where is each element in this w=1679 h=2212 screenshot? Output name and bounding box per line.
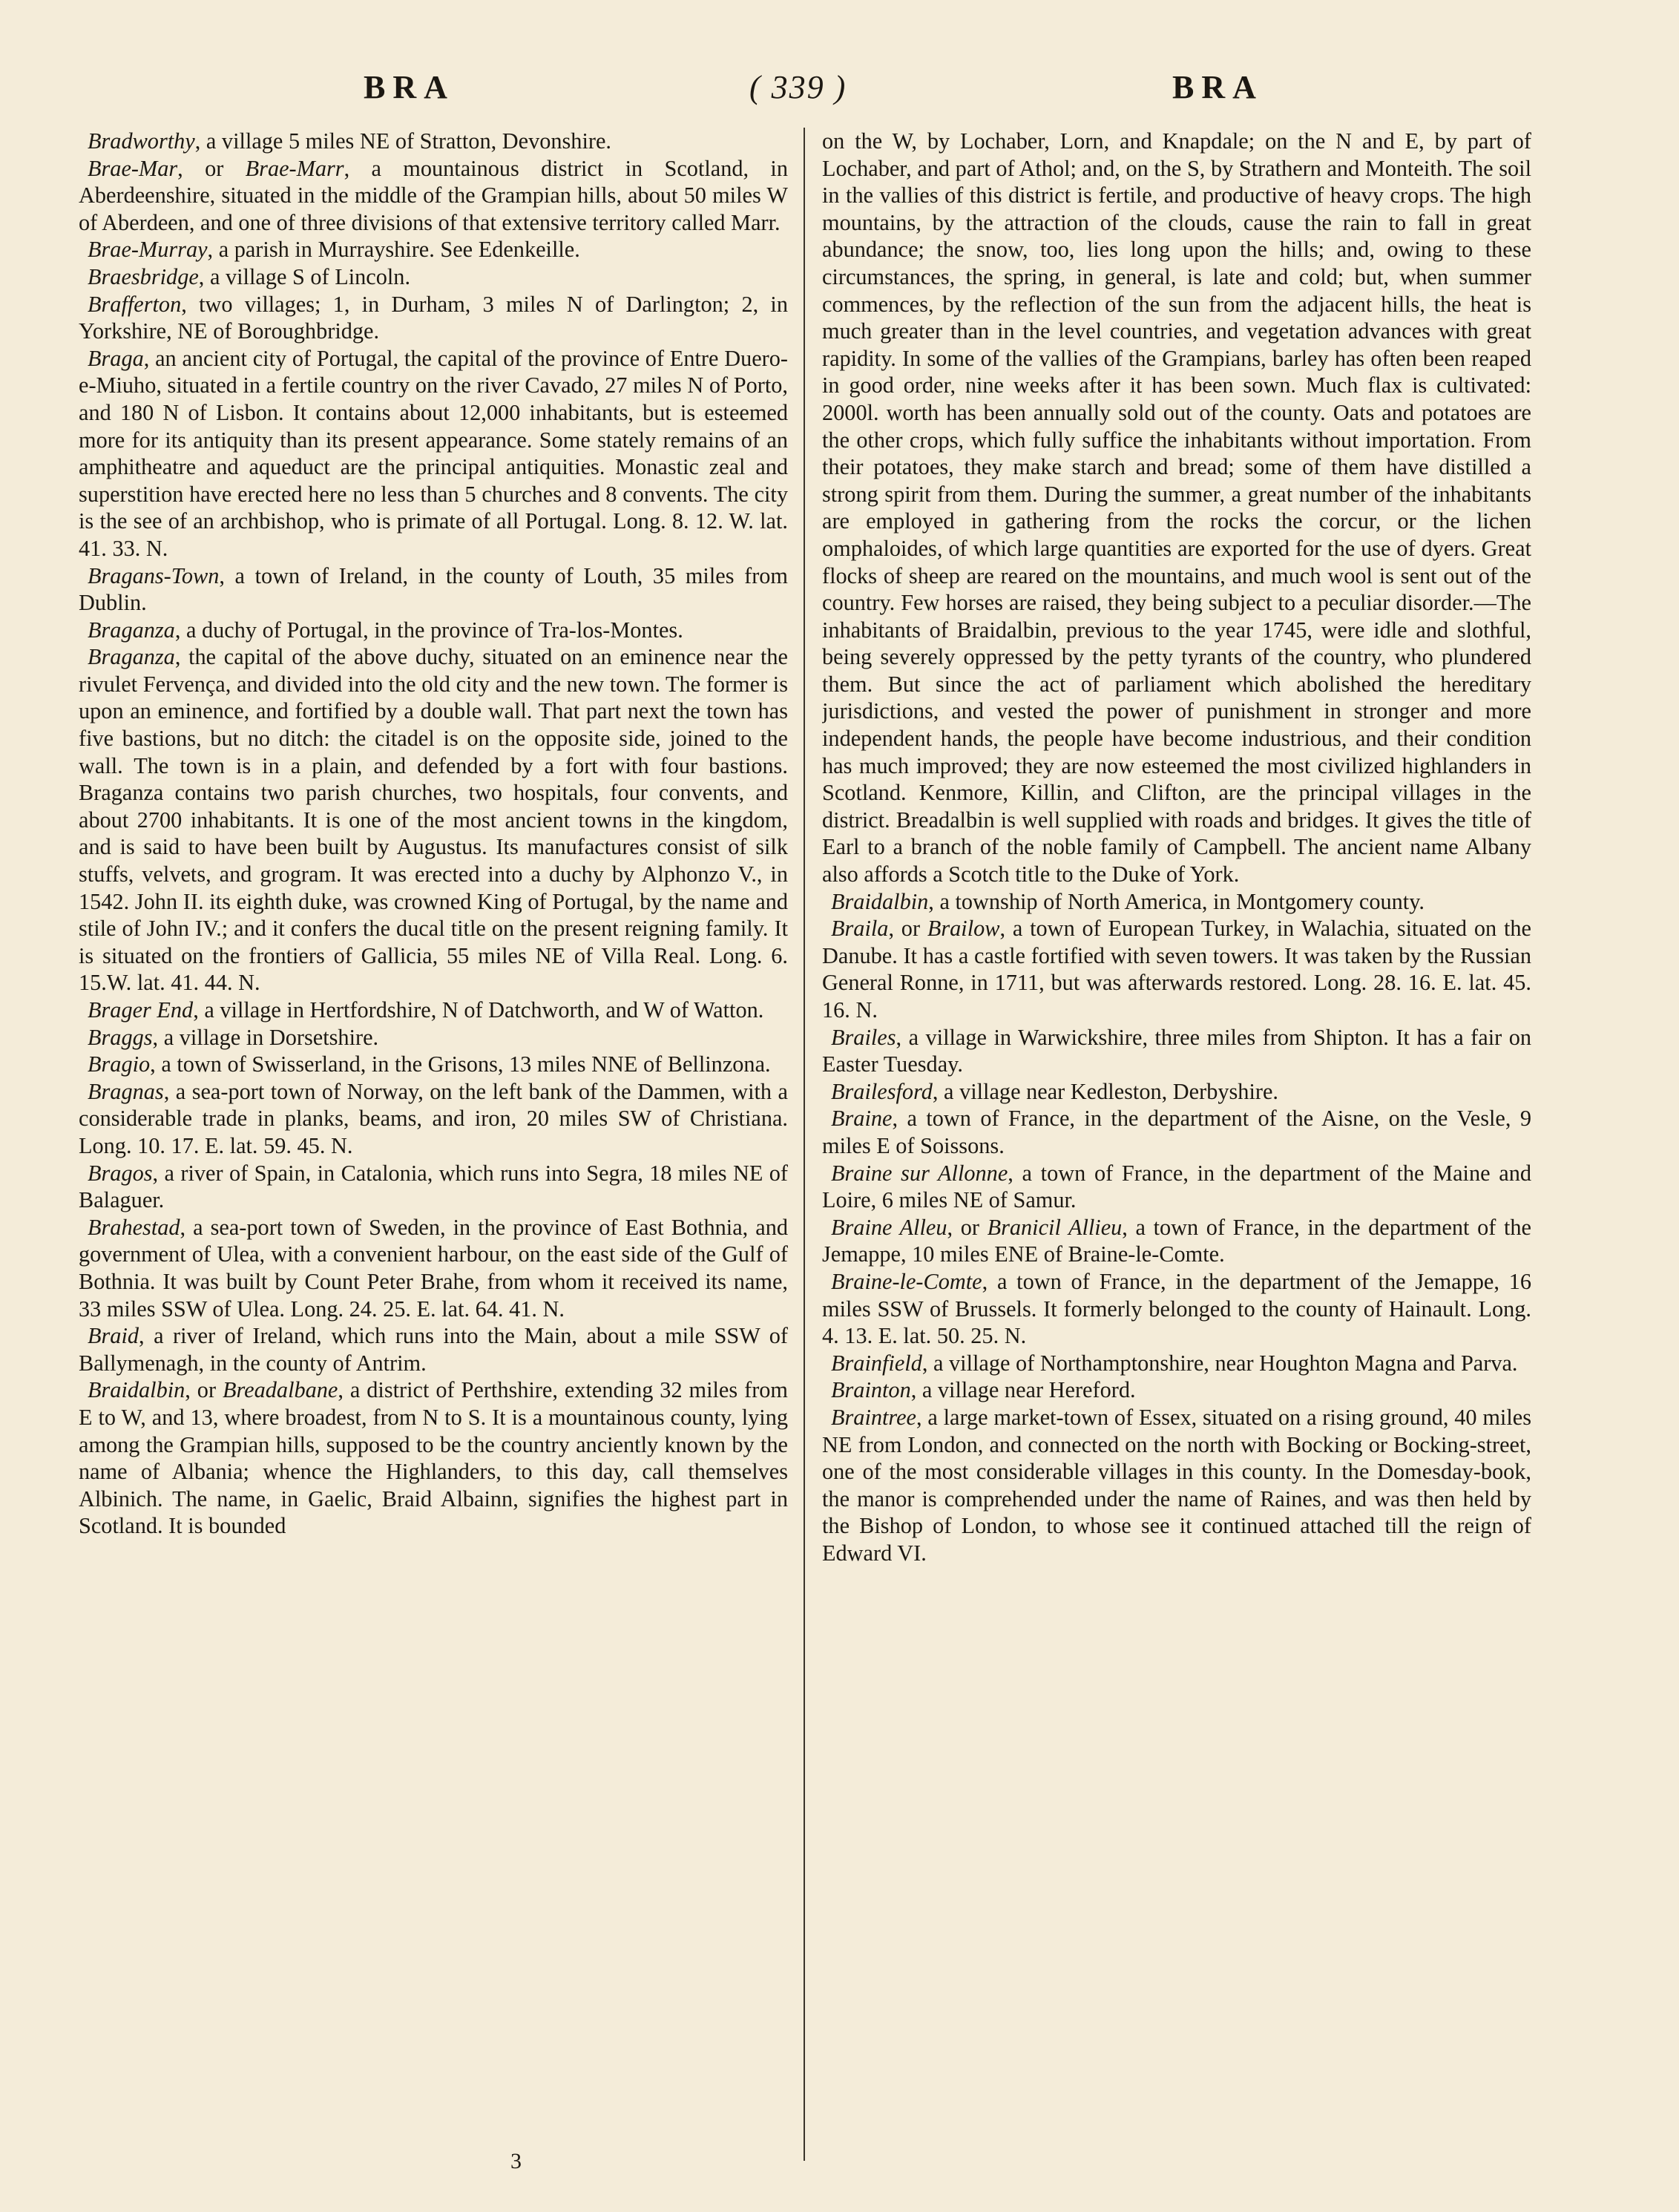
entry-text: , a township of North America, in Montgomery county.: [928, 888, 1425, 914]
entry-text: , a town of France, in the department of the Maine and Loire, 6 miles NE of Samur.: [822, 1160, 1531, 1213]
gazetteer-entry: [79, 345, 788, 562]
gazetteer-entry: [79, 236, 788, 263]
gazetteer-entry: [79, 263, 788, 291]
entry-headword: Braesbridge: [88, 263, 199, 289]
gazetteer-entry: [822, 1376, 1531, 1404]
entry-text: , or: [947, 1214, 988, 1240]
header-right-catchword: BRA: [1172, 69, 1264, 105]
entry-text: , or: [185, 1377, 223, 1403]
entry-text: , a town of France, in the department of the Jemappe, 16 miles SSW of Brussels. It formerly belonged to the county of Hainault. Long. 4. 13. E. lat. 50. 25. N.: [822, 1268, 1531, 1349]
running-header: [0, 68, 1679, 113]
entry-text: , a river of Spain, in Catalonia, which runs into Segra, 18 miles NE of Balaguer.: [79, 1160, 788, 1213]
right-column: [822, 128, 1531, 2146]
header-left-catchword: BRA: [364, 69, 455, 105]
gazetteer-entry: [79, 562, 788, 617]
entry-text: , a town of Ireland, in the county of Louth, 35 miles from Dublin.: [79, 562, 788, 616]
entry-text: , or: [177, 155, 246, 181]
entry-text: on the W, by Lochaber, Lorn, and Knapdale; on the N and E, by part of Lochaber, and part of Athol; and, on the S, by Strathern and Monteith. The soil in the vallies of this district is fertile, and productive of heavy crops. The high mountains, by the attraction of the clouds, cause the rain to fall in great abundance; the snow, too, lies long upon the hills; and, owing to these circumstances, the spring, in general, is late and cold; but, when summer commences, by the reflection of the sun from the adjacent hills, the heat is much greater than in the level countries, and vegetation advances with great rapidity. In some of the vallies of the Grampians, barley has often been reaped in good order, nine weeks after it has been sown. Much flax is cultivated: 2000l. worth has been annually sold out of the county. Oats and potatoes are the other crops, which fully suffice the inhabitants without importation. From their potatoes, they make starch and bread; some of them have distilled a strong spirit from them. During the summer, a great number of the inhabitants are employed in gathering from the rocks the corcur, or the lichen omphaloides, of which large quantities are exported for the use of dyers. Great flocks of sheep are reared on the mountains, and much wool is sent out of the country. Few horses are raised, they being subject to a peculiar disorder.—The inhabitants of Braidalbin, previous to the year 1745, were idle and slothful, being severely oppressed by the petty tyrants of the country, who plundered them. But since the act of parliament which abolished the hereditary jurisdictions, and vested the power of punishment in stronger and more independent hands, the people have become industrious, and their condition has much improved; they are now esteemed the most civilized highlanders in Scotland. Kenmore, Killin, and Clifton, are the principal villages in the district. Breadalbin is well supplied with roads and bridges. It gives the title of Earl to a branch of the noble family of Campbell. The ancient name Albany also affords a Scotch title to the Duke of York.: [822, 128, 1531, 887]
entry-headword: Brainfield: [831, 1350, 922, 1376]
left-column: [79, 128, 788, 2146]
entry-headword: Braid: [88, 1323, 139, 1349]
entry-text: , a village in Dorsetshire.: [152, 1024, 379, 1050]
gazetteer-entry: [79, 155, 788, 237]
entry-text: , a duchy of Portugal, in the province of Tra-los-Montes.: [174, 617, 683, 643]
entry-text: , a large market-town of Essex, situated on a rising ground, 40 miles NE from London, and connected on the north with Bocking or Bocking-street, one of the most considerable villages in this county. In the Domesday-book, the manor is comprehended under the name of Raines, and was then held by the Bishop of London, to whose see it continued attached till the reign of Edward VI.: [822, 1404, 1531, 1566]
entry-text: , a parish in Murrayshire. See Edenkeille.: [207, 237, 580, 263]
gazetteer-entry: [79, 1078, 788, 1160]
entry-text: , an ancient city of Portugal, the capital of the province of Entre Duero-e-Miuho, situated in a fertile country on the river Cavado, 27 miles N of Porto, and 180 N of Lisbon. It contains about 12,000 inhabitants, but is esteemed more for its antiquity than its present appearance. Some stately remains of an amphitheatre and aqueduct are the principal antiquities. Monastic zeal and superstition have erected here no less than 5 churches and 8 convents. The city is the see of an archbishop, who is primate of all Portugal. Long. 8. 12. W. lat. 41. 33. N.: [79, 345, 788, 561]
entry-headword: Braga: [88, 345, 144, 371]
entry-text: , a sea-port town of Norway, on the left bank of the Dammen, with a considerable trade in planks, beams, and iron, 20 miles SW of Christiana. Long. 10. 17. E. lat. 59. 45. N.: [79, 1078, 788, 1158]
entry-headword: Brahestad: [88, 1214, 180, 1240]
entry-text: , a district of Perthshire, extending 32 miles from E to W, and 13, where broadest, from N to S. It is a mountainous county, lying among the Grampian hills, supposed to be the country anciently known by the name of Albania; whence the Highlanders, to this day, call themselves Albinich. The name, in Gaelic, Braid Albainn, signifies the highest part in Scotland. It is bounded: [79, 1377, 788, 1539]
entry-text: , a village 5 miles NE of Stratton, Devonshire.: [194, 128, 611, 154]
gazetteer-entry: [822, 1404, 1531, 1567]
entry-headword: Braine Alleu: [831, 1214, 947, 1240]
gazetteer-entry: [79, 997, 788, 1024]
gazetteer-entry: [79, 1160, 788, 1214]
entry-text: , or: [888, 916, 927, 942]
gazetteer-entry: [79, 128, 788, 155]
entry-text: , a village near Hereford.: [910, 1377, 1136, 1403]
entry-text: , a village in Warwickshire, three miles from Shipton. It has a fair on Easter Tuesday.: [822, 1024, 1531, 1077]
entry-headword: Braganza: [88, 617, 175, 643]
entry-text: , a town of Swisserland, in the Grisons, 13 miles NNE of Bellinzona.: [150, 1051, 771, 1077]
entry-text: , two villages; 1, in Durham, 3 miles N of Darlington; 2, in Yorkshire, NE of Boroughbridge.: [79, 291, 788, 344]
entry-headword: Braine: [831, 1106, 893, 1132]
entry-alt-headword: Brailow: [927, 916, 1000, 942]
entry-alt-headword: Branicil Allieu: [987, 1214, 1123, 1240]
gazetteer-entry: [79, 1051, 788, 1078]
entry-headword: Brager End: [88, 997, 194, 1023]
entry-headword: Brae-Mar: [88, 155, 178, 181]
entry-headword: Bragnas: [88, 1078, 164, 1104]
gazetteer-entry: [822, 1214, 1531, 1268]
gazetteer-entry: [822, 1350, 1531, 1377]
entry-headword: Braintree: [831, 1404, 916, 1430]
entry-headword: Brailes: [831, 1024, 896, 1050]
entry-headword: Braine-le-Comte: [831, 1268, 982, 1294]
entry-text: , the capital of the above duchy, situated on an eminence near the rivulet Fervença, and divided into the old city and the new town. The former is upon an eminence, and fortified by a double wall. That part next the town has five bastions, but no ditch: the citadel is on the opposite side, joined to the wall. The town is in a plain, and defended by a fort with four bastions. Braganza contains two parish churches, two hospitals, four convents, and about 2700 inhabitants. It is one of the most ancient towns in the kingdom, and is said to have been built by Augustus. Its manufactures consist of silk stuffs, velvets, and grogram. It was erected into a duchy by Alphonzo V., in 1542. John II. its eighth duke, was crowned King of Portugal, by the name and stile of John IV.; and it confers the ducal title on the present reigning family. It is situated on the frontiers of Gallicia, 55 miles NE of Villa Real. Long. 6. 15.W. lat. 41. 44. N.: [79, 644, 788, 996]
entry-headword: Braganza: [88, 644, 175, 670]
entry-text: , a river of Ireland, which runs into the Main, about a mile SSW of Ballymenagh, in the county of Antrim.: [79, 1323, 788, 1376]
gazetteer-entry: [822, 915, 1531, 1023]
page-number: ( 339 ): [749, 69, 847, 105]
entry-headword: Braggs: [88, 1024, 153, 1050]
signature-mark: 3: [510, 2149, 522, 2173]
entry-headword: Bragos: [88, 1160, 153, 1186]
gazetteer-entry: [79, 1376, 788, 1540]
gazetteer-entry: [822, 128, 1531, 888]
entry-headword: Braila: [831, 916, 889, 942]
gazetteer-entry: [79, 291, 788, 345]
gazetteer-entry: [79, 1024, 788, 1051]
column-divider: [804, 128, 805, 2161]
entry-text: , a village near Kedleston, Derbyshire.: [932, 1078, 1278, 1104]
entry-headword: Brae-Murray: [88, 237, 208, 263]
entry-text: , a town of European Turkey, in Walachia, situated on the Danube. It has a castle fortified with seven towers. It was taken by the Russian General Ronne, in 1711, but was afterwards restored. Long. 28. 16. E. lat. 45. 16. N.: [822, 916, 1531, 1023]
entry-text: , a mountainous district in Scotland, in Aberdeenshire, situated in the middle of the Grampian hills, about 50 miles W of Aberdeen, and one of three divisions of that extensive territory called Marr.: [79, 155, 788, 235]
gazetteer-entry: [822, 888, 1531, 916]
entry-text: , a town of France, in the department of the Aisne, on the Vesle, 9 miles E of Soissons.: [822, 1106, 1531, 1158]
entry-headword: Braidalbin: [831, 888, 929, 914]
entry-headword: Brailesford: [831, 1078, 933, 1104]
entry-headword: Bragans-Town: [88, 562, 220, 588]
entry-headword: Braidalbin: [88, 1377, 185, 1403]
entry-alt-headword: Breadalbane: [223, 1377, 338, 1403]
gazetteer-entry: [822, 1105, 1531, 1159]
entry-text: , a village of Northamptonshire, near Houghton Magna and Parva.: [921, 1350, 1518, 1376]
entry-headword: Bragio: [88, 1051, 151, 1077]
gazetteer-entry: [79, 643, 788, 997]
gazetteer-entry: [79, 617, 788, 644]
entry-text: , a village S of Lincoln.: [198, 263, 411, 289]
gazetteer-entry: [822, 1024, 1531, 1078]
gazetteer-entry: [79, 1322, 788, 1376]
gazetteer-entry: [79, 1214, 788, 1322]
entry-alt-headword: Brae-Marr: [245, 155, 344, 181]
entry-headword: Bradworthy: [88, 128, 195, 154]
entry-headword: Braine sur Allonne: [831, 1160, 1008, 1186]
entry-headword: Brafferton: [88, 291, 182, 317]
gazetteer-entry: [822, 1268, 1531, 1350]
gazetteer-entry: [822, 1078, 1531, 1106]
gazetteer-entry: [822, 1160, 1531, 1214]
entry-text: , a village in Hertfordshire, N of Datchworth, and W of Watton.: [193, 997, 764, 1023]
entry-text: , a town of France, in the department of the Jemappe, 10 miles ENE of Braine-le-Comte.: [822, 1214, 1531, 1267]
entry-headword: Brainton: [831, 1377, 911, 1403]
entry-text: , a sea-port town of Sweden, in the province of East Bothnia, and government of Ulea, with a convenient harbour, on the east side of the Gulf of Bothnia. It was built by Count Peter Brahe, from whom it received its name, 33 miles SSW of Ulea. Long. 24. 25. E. lat. 64. 41. N.: [79, 1214, 788, 1322]
